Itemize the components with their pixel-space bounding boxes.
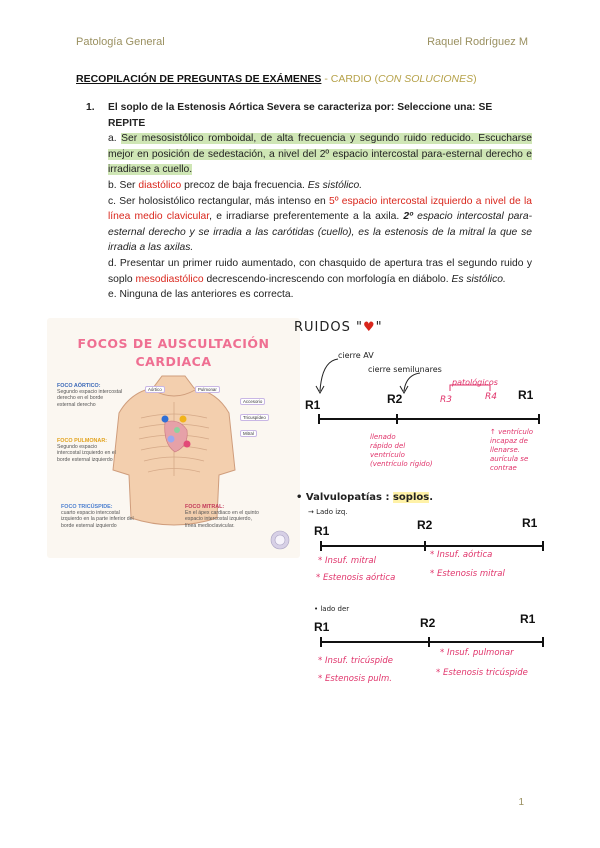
llenado-line2: rápido del xyxy=(370,442,406,450)
option-b-red: diastólico xyxy=(138,179,182,191)
pulmonary-point-marker xyxy=(180,416,187,423)
insuf-tricuspide-note: * Insuf. tricúspide xyxy=(318,656,393,666)
aortic-title: FOCO AÓRTICO: xyxy=(57,383,101,389)
contr-line2: incapaz de xyxy=(490,437,528,445)
timeline-tick xyxy=(428,637,430,647)
izq-r1-right: R1 xyxy=(522,516,538,530)
contraccion-note xyxy=(490,428,533,473)
heart-icon: ♥ xyxy=(363,320,376,335)
question-1 xyxy=(86,100,532,303)
option-a xyxy=(108,131,532,178)
option-b-pre: b. Ser xyxy=(108,179,139,191)
tag-aortic: Aórtico xyxy=(145,386,165,393)
option-b-mid: precoz de baja frecuencia. xyxy=(181,179,308,191)
option-d xyxy=(108,256,532,287)
option-d-red: mesodiastólico xyxy=(135,273,204,285)
timeline-tick xyxy=(396,414,398,424)
header-author: Raquel Rodríguez M xyxy=(427,36,528,48)
tricuspid-point-marker xyxy=(168,436,175,443)
timeline-tick xyxy=(318,414,320,424)
option-e: e. Ninguna de las anteriores es correcta. xyxy=(108,289,294,301)
valvulopatias-heading xyxy=(296,492,433,503)
tricuspid-text: cuarto espacio intercostal izquierdo en la parte inferior del borde esternal izquierdo xyxy=(61,510,134,529)
timeline-tick xyxy=(320,637,322,647)
der-r1-left: R1 xyxy=(314,620,330,634)
contr-line5: contrae xyxy=(490,464,517,472)
mitral-title: FOCO MITRAL: xyxy=(185,504,225,510)
seal-icon xyxy=(271,531,289,549)
izq-r2: R2 xyxy=(417,518,433,532)
option-b xyxy=(108,178,532,194)
mitral-text: En el ápex cardiaco en el quinto espacio intercostal izquierdo, línea medioclavicular. xyxy=(185,510,259,529)
option-d-mid: decrescendo-increscendo con morfología en diábolo. xyxy=(203,273,452,285)
option-c-bold: 2º xyxy=(403,211,413,223)
option-c-mid: , e irradiarse preferentemente a la axila. xyxy=(209,211,404,223)
poster-title-line1: FOCOS DE AUSCULTACIÓN xyxy=(77,336,270,351)
title-close: ) xyxy=(473,73,477,85)
valvulopatias-colon: : xyxy=(382,492,393,503)
option-d-pre: d. Presentar un primer ruido aumentado, con chasquido de apertura tras el segundo ruido y soplo xyxy=(108,257,532,285)
option-c-correction: espacio intercostal para-esternal derecho y se irradia a las carótidas (cuello), es la estenosis de la mitral la que se irradia a las axilas. xyxy=(108,211,532,254)
ruidos-r1-left: R1 xyxy=(305,398,321,412)
title-sep: - CARDIO ( xyxy=(321,73,379,85)
title-main: RECOPILACIÓN DE PREGUNTAS DE EXÁMENES xyxy=(76,73,322,85)
timeline-tick xyxy=(542,541,544,551)
tag-mitral: Mitral xyxy=(240,430,257,437)
contr-line3: llenarse. xyxy=(490,446,520,454)
option-c xyxy=(108,194,532,256)
llenado-line4: (ventrículo rígido) xyxy=(370,460,433,468)
pulmonary-text: Segundo espacio intercostal izquierdo en el borde esternal izquierdo xyxy=(57,444,116,463)
lado-der-note: • lado der xyxy=(314,605,350,613)
page-number: 1 xyxy=(518,797,524,808)
cierre-av-note: cierre AV xyxy=(338,351,374,360)
ruidos-quote-close: " xyxy=(375,320,383,335)
tag-pulmonary: Pulmonar xyxy=(195,386,220,393)
insuf-aortica-note: * Insuf. aórtica xyxy=(430,550,493,560)
auscultation-poster xyxy=(47,318,300,558)
timeline-tick xyxy=(542,637,544,647)
aortic-text: Segundo espacio intercostal derecho en el borde esternal derecho xyxy=(57,389,123,408)
soplos-highlight: soplos xyxy=(392,492,430,503)
ruidos-r4: R4 xyxy=(485,392,497,402)
ruidos-r1-right: R1 xyxy=(518,388,534,402)
title-italic: CON SOLUCIONES xyxy=(378,73,474,85)
der-r2: R2 xyxy=(420,616,436,630)
ruidos-title xyxy=(294,320,383,335)
pulmonary-focus-label xyxy=(57,438,119,463)
ruidos-r2: R2 xyxy=(387,392,403,406)
cierre-semilunares-note: cierre semilunares xyxy=(368,365,442,374)
izq-timeline xyxy=(320,545,544,547)
mitral-focus-label xyxy=(185,504,263,529)
llenado-note xyxy=(370,433,433,469)
timeline-tick xyxy=(538,414,540,424)
llenado-line1: llenado xyxy=(370,433,396,441)
option-b-correction: Es sistólico. xyxy=(307,179,363,191)
timeline-tick xyxy=(320,541,322,551)
tricuspid-focus-label xyxy=(61,504,139,529)
title-sub xyxy=(321,73,476,85)
der-r1-right: R1 xyxy=(520,612,536,626)
option-d-correction: Es sistólico. xyxy=(451,273,506,285)
tag-accessory: Accesorio xyxy=(240,398,265,405)
ruidos-timeline xyxy=(318,418,540,420)
question-number: 1. xyxy=(86,102,95,113)
estenosis-aortica-note: * Estenosis aórtica xyxy=(316,573,396,583)
answer-options xyxy=(108,131,532,303)
insuf-pulmonar-note: * Insuf. pulmonar xyxy=(440,648,514,658)
contr-line1: ↑ ventrículo xyxy=(490,428,534,436)
pulmonary-title: FOCO PULMONAR: xyxy=(57,438,108,444)
timeline-tick xyxy=(424,541,426,551)
aortic-focus-label xyxy=(57,383,123,408)
valvulopatias-text: • Valvulopatías xyxy=(296,492,382,503)
tag-tricuspid: Tricuspídeo xyxy=(240,414,269,421)
ruidos-r3: R3 xyxy=(440,395,452,405)
llenado-line3: ventrículo xyxy=(370,451,405,459)
mitral-point-marker xyxy=(184,441,191,448)
header-subject: Patología General xyxy=(76,36,165,48)
izq-r1-left: R1 xyxy=(314,524,330,538)
option-a-correct-highlight: Ser mesosistólico romboidal, de alta frecuencia y segundo ruido reducido. Escucharse mejor en posición de sedestación, a nivel del 2º espacio intercostal para-esternal derecho e irradiarse a cuello. xyxy=(108,133,532,176)
valvulopatias-dot: . xyxy=(429,492,434,503)
option-c-pre: c. Ser holosistólico rectangular, más intenso en xyxy=(108,195,329,207)
lado-izq-note: → Lado izq. xyxy=(308,508,348,516)
accessory-point-marker xyxy=(174,427,180,433)
der-timeline xyxy=(320,641,544,643)
tricuspid-title: FOCO TRICÚSPIDE: xyxy=(61,504,113,510)
estenosis-pulm-note: * Estenosis pulm. xyxy=(318,674,392,684)
insuf-mitral-note: * Insuf. mitral xyxy=(318,556,376,566)
aortic-point-marker xyxy=(162,416,169,423)
estenosis-tricuspide-note: * Estenosis tricúspide xyxy=(436,668,528,678)
page-title xyxy=(76,73,477,85)
question-text: El soplo de la Estenosis Aórtica Severa se caracteriza por: Seleccione una: SE REPITE xyxy=(108,102,493,129)
patologicos-note: patológicos xyxy=(452,378,498,387)
poster-title-line2: CARDIACA xyxy=(135,354,212,369)
option-c-red: 5º espacio intercostal izquierdo a nivel de la línea medio clavicular xyxy=(108,195,532,223)
ruidos-quote-open: " xyxy=(356,320,364,335)
estenosis-mitral-note: * Estenosis mitral xyxy=(430,569,505,579)
contr-line4: aurícula se xyxy=(490,455,529,463)
ruidos-title-text: RUIDOS xyxy=(294,320,351,335)
option-a-prefix: a. xyxy=(108,133,117,145)
